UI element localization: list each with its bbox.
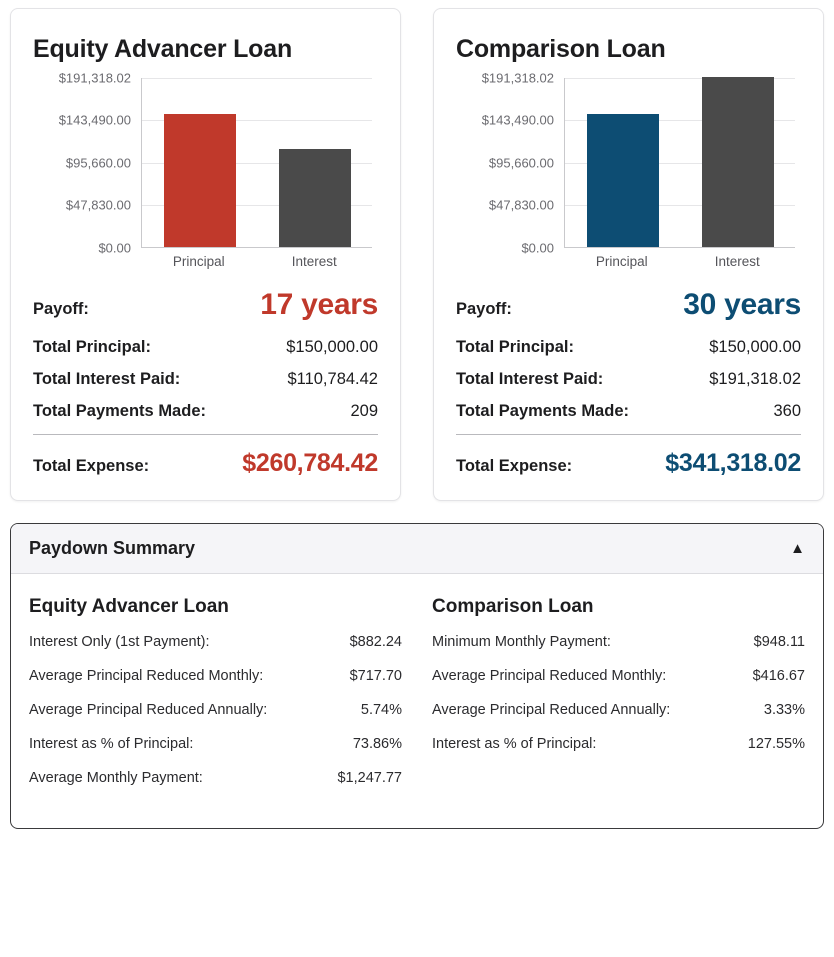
summary-value: $717.70 — [349, 668, 402, 684]
summary-value: 3.33% — [763, 702, 805, 718]
y-tick-label: $0.00 — [98, 240, 131, 256]
stat-row — [33, 338, 378, 357]
x-tick-label: Principal — [595, 254, 648, 269]
summary-value: $948.11 — [753, 634, 805, 650]
x-axis-labels — [564, 248, 795, 269]
paydown-summary-header[interactable] — [11, 524, 823, 574]
summary-label: Interest as % of Principal: — [432, 736, 597, 752]
stat-label: Total Principal: — [33, 338, 151, 356]
bar-slot — [680, 78, 795, 247]
summary-label: Average Principal Reduced Annually: — [29, 702, 268, 718]
y-tick-label: $0.00 — [521, 240, 554, 256]
x-axis-labels — [141, 248, 372, 269]
paydown-column-equity-advancer — [29, 588, 402, 804]
x-tick-label: Interest — [291, 254, 337, 269]
stat-value: $150,000.00 — [709, 338, 801, 356]
stats-list — [456, 338, 801, 421]
y-tick-label: $47,830.00 — [65, 197, 131, 213]
summary-row — [432, 668, 805, 684]
summary-label: Interest as % of Principal: — [29, 736, 194, 752]
divider — [456, 434, 801, 435]
summary-label: Interest Only (1st Payment): — [29, 634, 210, 650]
stat-row — [456, 370, 801, 389]
principal-vs-interest-chart — [33, 70, 378, 278]
stat-row — [456, 338, 801, 357]
column-title: Equity Advancer Loan — [29, 596, 229, 617]
y-tick-label: $95,660.00 — [488, 155, 554, 171]
payoff-value: 30 years — [683, 288, 801, 321]
stat-row — [33, 370, 378, 389]
equity-advancer-loan-card — [10, 8, 401, 501]
card-title: Equity Advancer Loan — [33, 35, 293, 63]
chart-bars — [565, 78, 795, 247]
bar-principal — [587, 114, 659, 247]
paydown-summary-body — [11, 574, 823, 828]
stat-label: Total Interest Paid: — [456, 370, 604, 388]
stat-value: 360 — [773, 402, 801, 420]
stats-list — [33, 338, 378, 421]
summary-row — [432, 634, 805, 650]
paydown-summary-panel — [10, 523, 824, 829]
summary-label: Average Principal Reduced Monthly: — [29, 668, 264, 684]
payoff-label: Payoff: — [33, 300, 89, 318]
summary-value: $1,247.77 — [337, 770, 402, 786]
x-tick-label: Interest — [714, 254, 760, 269]
summary-row — [29, 736, 402, 752]
chart-plot-area — [141, 78, 372, 248]
total-expense-value: $341,318.02 — [665, 449, 801, 477]
card-title: Comparison Loan — [456, 35, 666, 63]
stat-row — [456, 402, 801, 421]
summary-value: $416.67 — [752, 668, 805, 684]
total-expense-label: Total Expense: — [33, 457, 150, 475]
stat-label: Total Payments Made: — [33, 402, 206, 420]
comparison-loan-card — [433, 8, 824, 501]
y-axis-labels — [33, 70, 137, 256]
stat-label: Total Principal: — [456, 338, 574, 356]
y-tick-label: $47,830.00 — [488, 197, 554, 213]
y-tick-label: $191,318.02 — [58, 70, 131, 86]
payoff-label: Payoff: — [456, 300, 512, 318]
stat-value: 209 — [350, 402, 378, 420]
total-expense-row — [33, 449, 378, 478]
bar-slot — [142, 78, 257, 247]
summary-value: 73.86% — [352, 736, 402, 752]
chart-plot-area — [564, 78, 795, 248]
paydown-column-comparison — [432, 588, 805, 804]
total-expense-value: $260,784.42 — [242, 449, 378, 477]
payoff-row — [456, 288, 801, 322]
summary-value: 5.74% — [360, 702, 402, 718]
summary-row — [29, 668, 402, 684]
summary-value: $882.24 — [349, 634, 402, 650]
summary-label: Minimum Monthly Payment: — [432, 634, 611, 650]
total-expense-row — [456, 449, 801, 478]
stat-row — [33, 402, 378, 421]
y-axis-labels — [456, 70, 560, 256]
y-tick-label: $191,318.02 — [481, 70, 554, 86]
bar-slot — [257, 78, 372, 247]
stat-value: $191,318.02 — [709, 370, 801, 388]
stat-value: $150,000.00 — [286, 338, 378, 356]
divider — [33, 434, 378, 435]
principal-vs-interest-chart — [456, 70, 801, 278]
y-tick-label: $143,490.00 — [58, 112, 131, 128]
chevron-up-icon[interactable]: ▲ — [790, 540, 805, 557]
summary-row — [432, 702, 805, 718]
column-title: Comparison Loan — [432, 596, 594, 617]
bar-interest — [702, 77, 774, 247]
summary-value: 127.55% — [747, 736, 805, 752]
summary-label: Average Monthly Payment: — [29, 770, 203, 786]
loan-cards-row — [10, 8, 824, 501]
stat-label: Total Interest Paid: — [33, 370, 181, 388]
stat-value: $110,784.42 — [287, 370, 378, 388]
summary-row — [29, 702, 402, 718]
payoff-row — [33, 288, 378, 322]
bar-principal — [164, 114, 236, 247]
summary-label: Average Principal Reduced Annually: — [432, 702, 671, 718]
bar-slot — [565, 78, 680, 247]
payoff-value: 17 years — [260, 288, 378, 321]
summary-label: Average Principal Reduced Monthly: — [432, 668, 667, 684]
summary-row — [29, 634, 402, 650]
y-tick-label: $143,490.00 — [481, 112, 554, 128]
y-tick-label: $95,660.00 — [65, 155, 131, 171]
x-tick-label: Principal — [172, 254, 225, 269]
chart-bars — [142, 78, 372, 247]
stat-label: Total Payments Made: — [456, 402, 629, 420]
summary-row — [432, 736, 805, 752]
panel-title: Paydown Summary — [29, 538, 196, 558]
total-expense-label: Total Expense: — [456, 457, 573, 475]
bar-interest — [279, 149, 351, 247]
summary-row — [29, 770, 402, 786]
